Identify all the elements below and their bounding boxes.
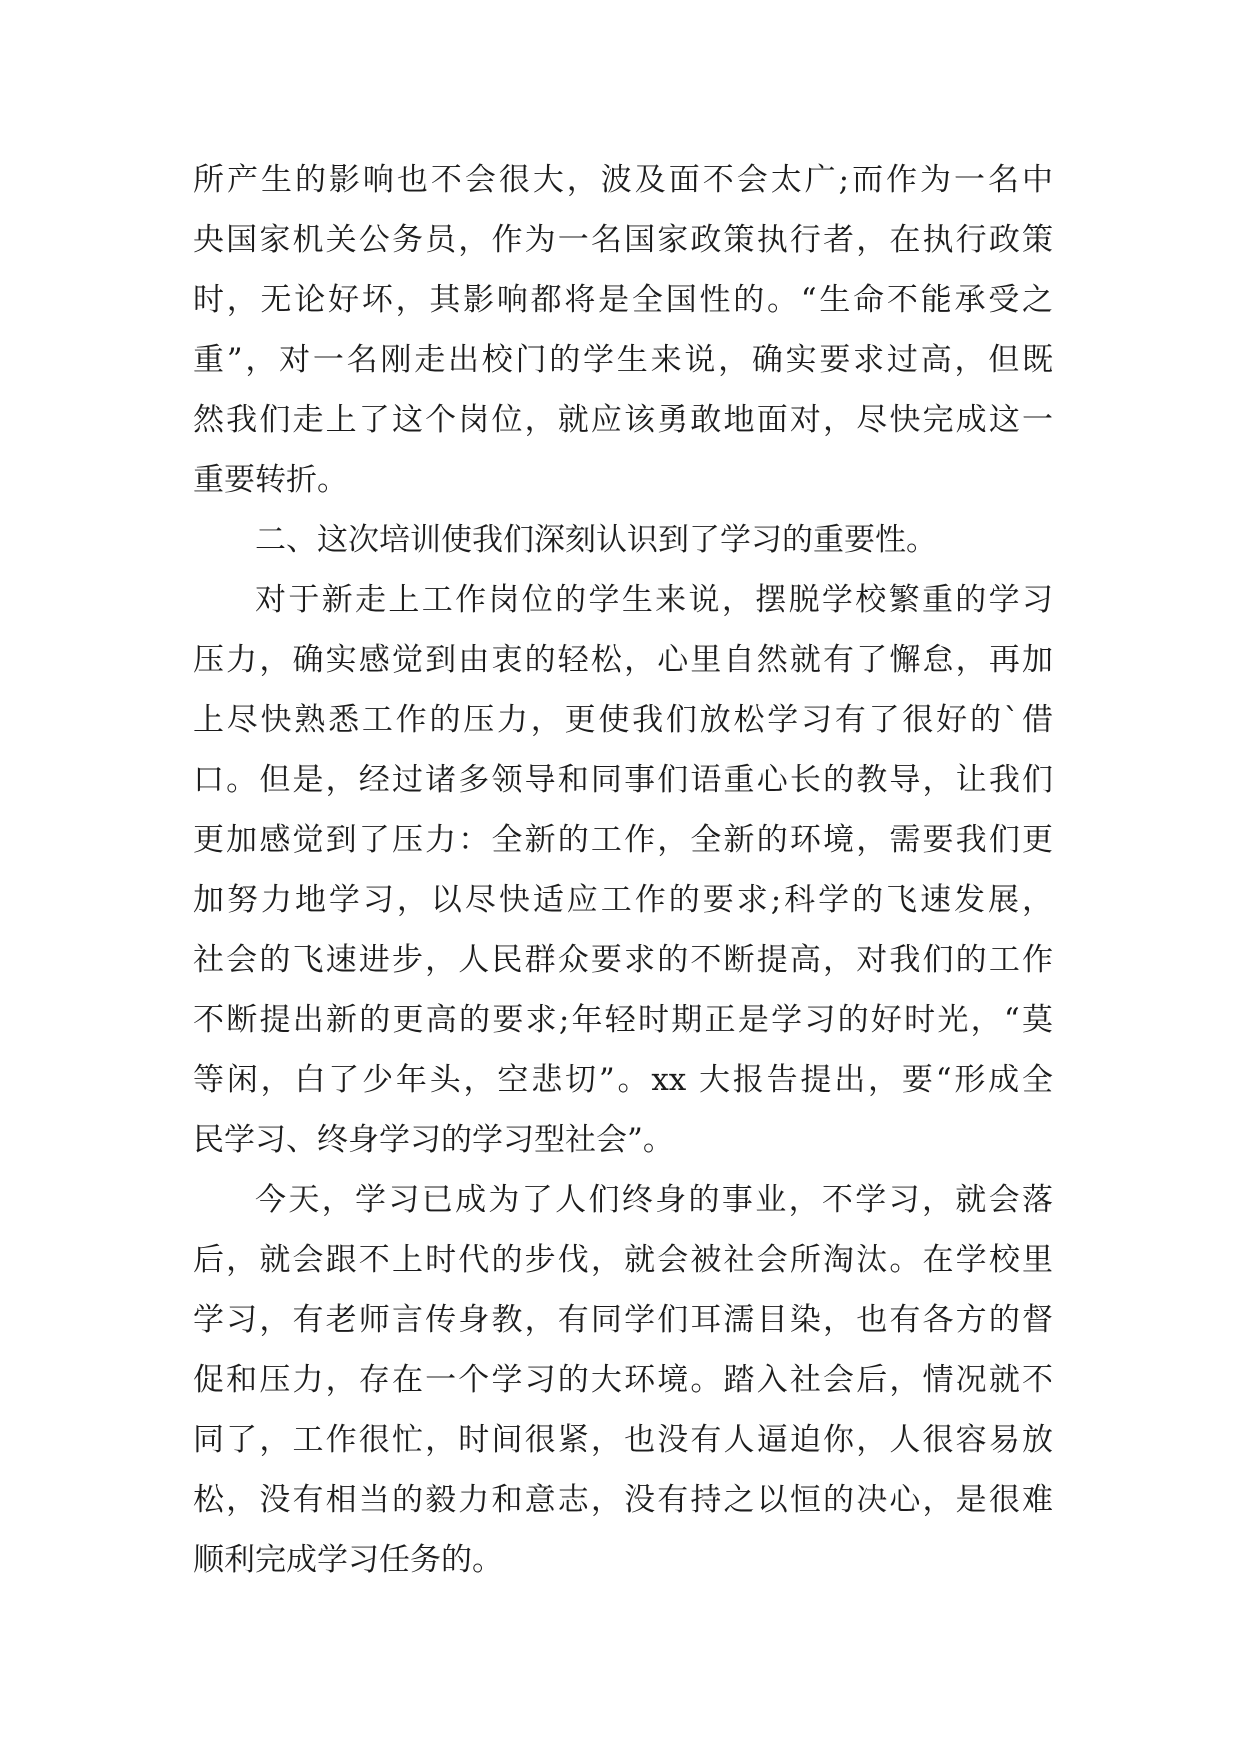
text-line: 后，就会跟不上时代的步伐，就会被社会所淘汰。在学校里	[193, 1242, 1053, 1278]
text-line: 顺利完成学习任务的。	[193, 1542, 503, 1578]
text-line: 口。但是，经过诸多领导和同事们语重心长的教导，让我们	[193, 762, 1053, 798]
text-line: 上尽快熟悉工作的压力，更使我们放松学习有了很好的`借	[193, 702, 1053, 738]
text-line: 不断提出新的更高的要求;年轻时期正是学习的好时光，“莫	[193, 1002, 1053, 1038]
text-line: 二、这次培训使我们深刻认识到了学习的重要性。	[255, 522, 937, 558]
text-line: 重要转折。	[193, 462, 348, 498]
text-line: 时，无论好坏，其影响都将是全国性的。“生命不能承受之	[193, 282, 1053, 318]
text-line: 加努力地学习，以尽快适应工作的要求;科学的飞速发展，	[193, 882, 1053, 918]
text-line: 央国家机关公务员，作为一名国家政策执行者，在执行政策	[193, 222, 1053, 258]
paragraph	[193, 150, 1053, 510]
text-line: 同了，工作很忙，时间很紧，也没有人逼迫你，人很容易放	[193, 1422, 1053, 1458]
text-line: 压力，确实感觉到由衷的轻松，心里自然就有了懈怠，再加	[193, 642, 1053, 678]
text-line: 今天，学习已成为了人们终身的事业，不学习，就会落	[255, 1182, 1053, 1218]
paragraph	[193, 570, 1053, 1170]
text-line: 然我们走上了这个岗位，就应该勇敢地面对，尽快完成这一	[193, 402, 1053, 438]
document-body	[193, 150, 1053, 1590]
text-line: 对于新走上工作岗位的学生来说，摆脱学校繁重的学习	[255, 582, 1053, 618]
text-line: 民学习、终身学习的学习型社会”。	[193, 1122, 674, 1158]
paragraph	[193, 1170, 1053, 1590]
text-line: 社会的飞速进步，人民群众要求的不断提高，对我们的工作	[193, 942, 1053, 978]
text-line: 重”，对一名刚走出校门的学生来说，确实要求过高，但既	[193, 342, 1053, 378]
text-line: 更加感觉到了压力：全新的工作，全新的环境，需要我们更	[193, 822, 1053, 858]
section-heading	[193, 510, 1053, 570]
text-line: 学习，有老师言传身教，有同学们耳濡目染，也有各方的督	[193, 1302, 1053, 1338]
text-line: 所产生的影响也不会很大，波及面不会太广;而作为一名中	[193, 162, 1053, 198]
text-line: 等闲，白了少年头，空悲切”。xx 大报告提出，要“形成全	[193, 1062, 1053, 1098]
text-line: 松，没有相当的毅力和意志，没有持之以恒的决心，是很难	[193, 1482, 1053, 1518]
text-line: 促和压力，存在一个学习的大环境。踏入社会后，情况就不	[193, 1362, 1053, 1398]
